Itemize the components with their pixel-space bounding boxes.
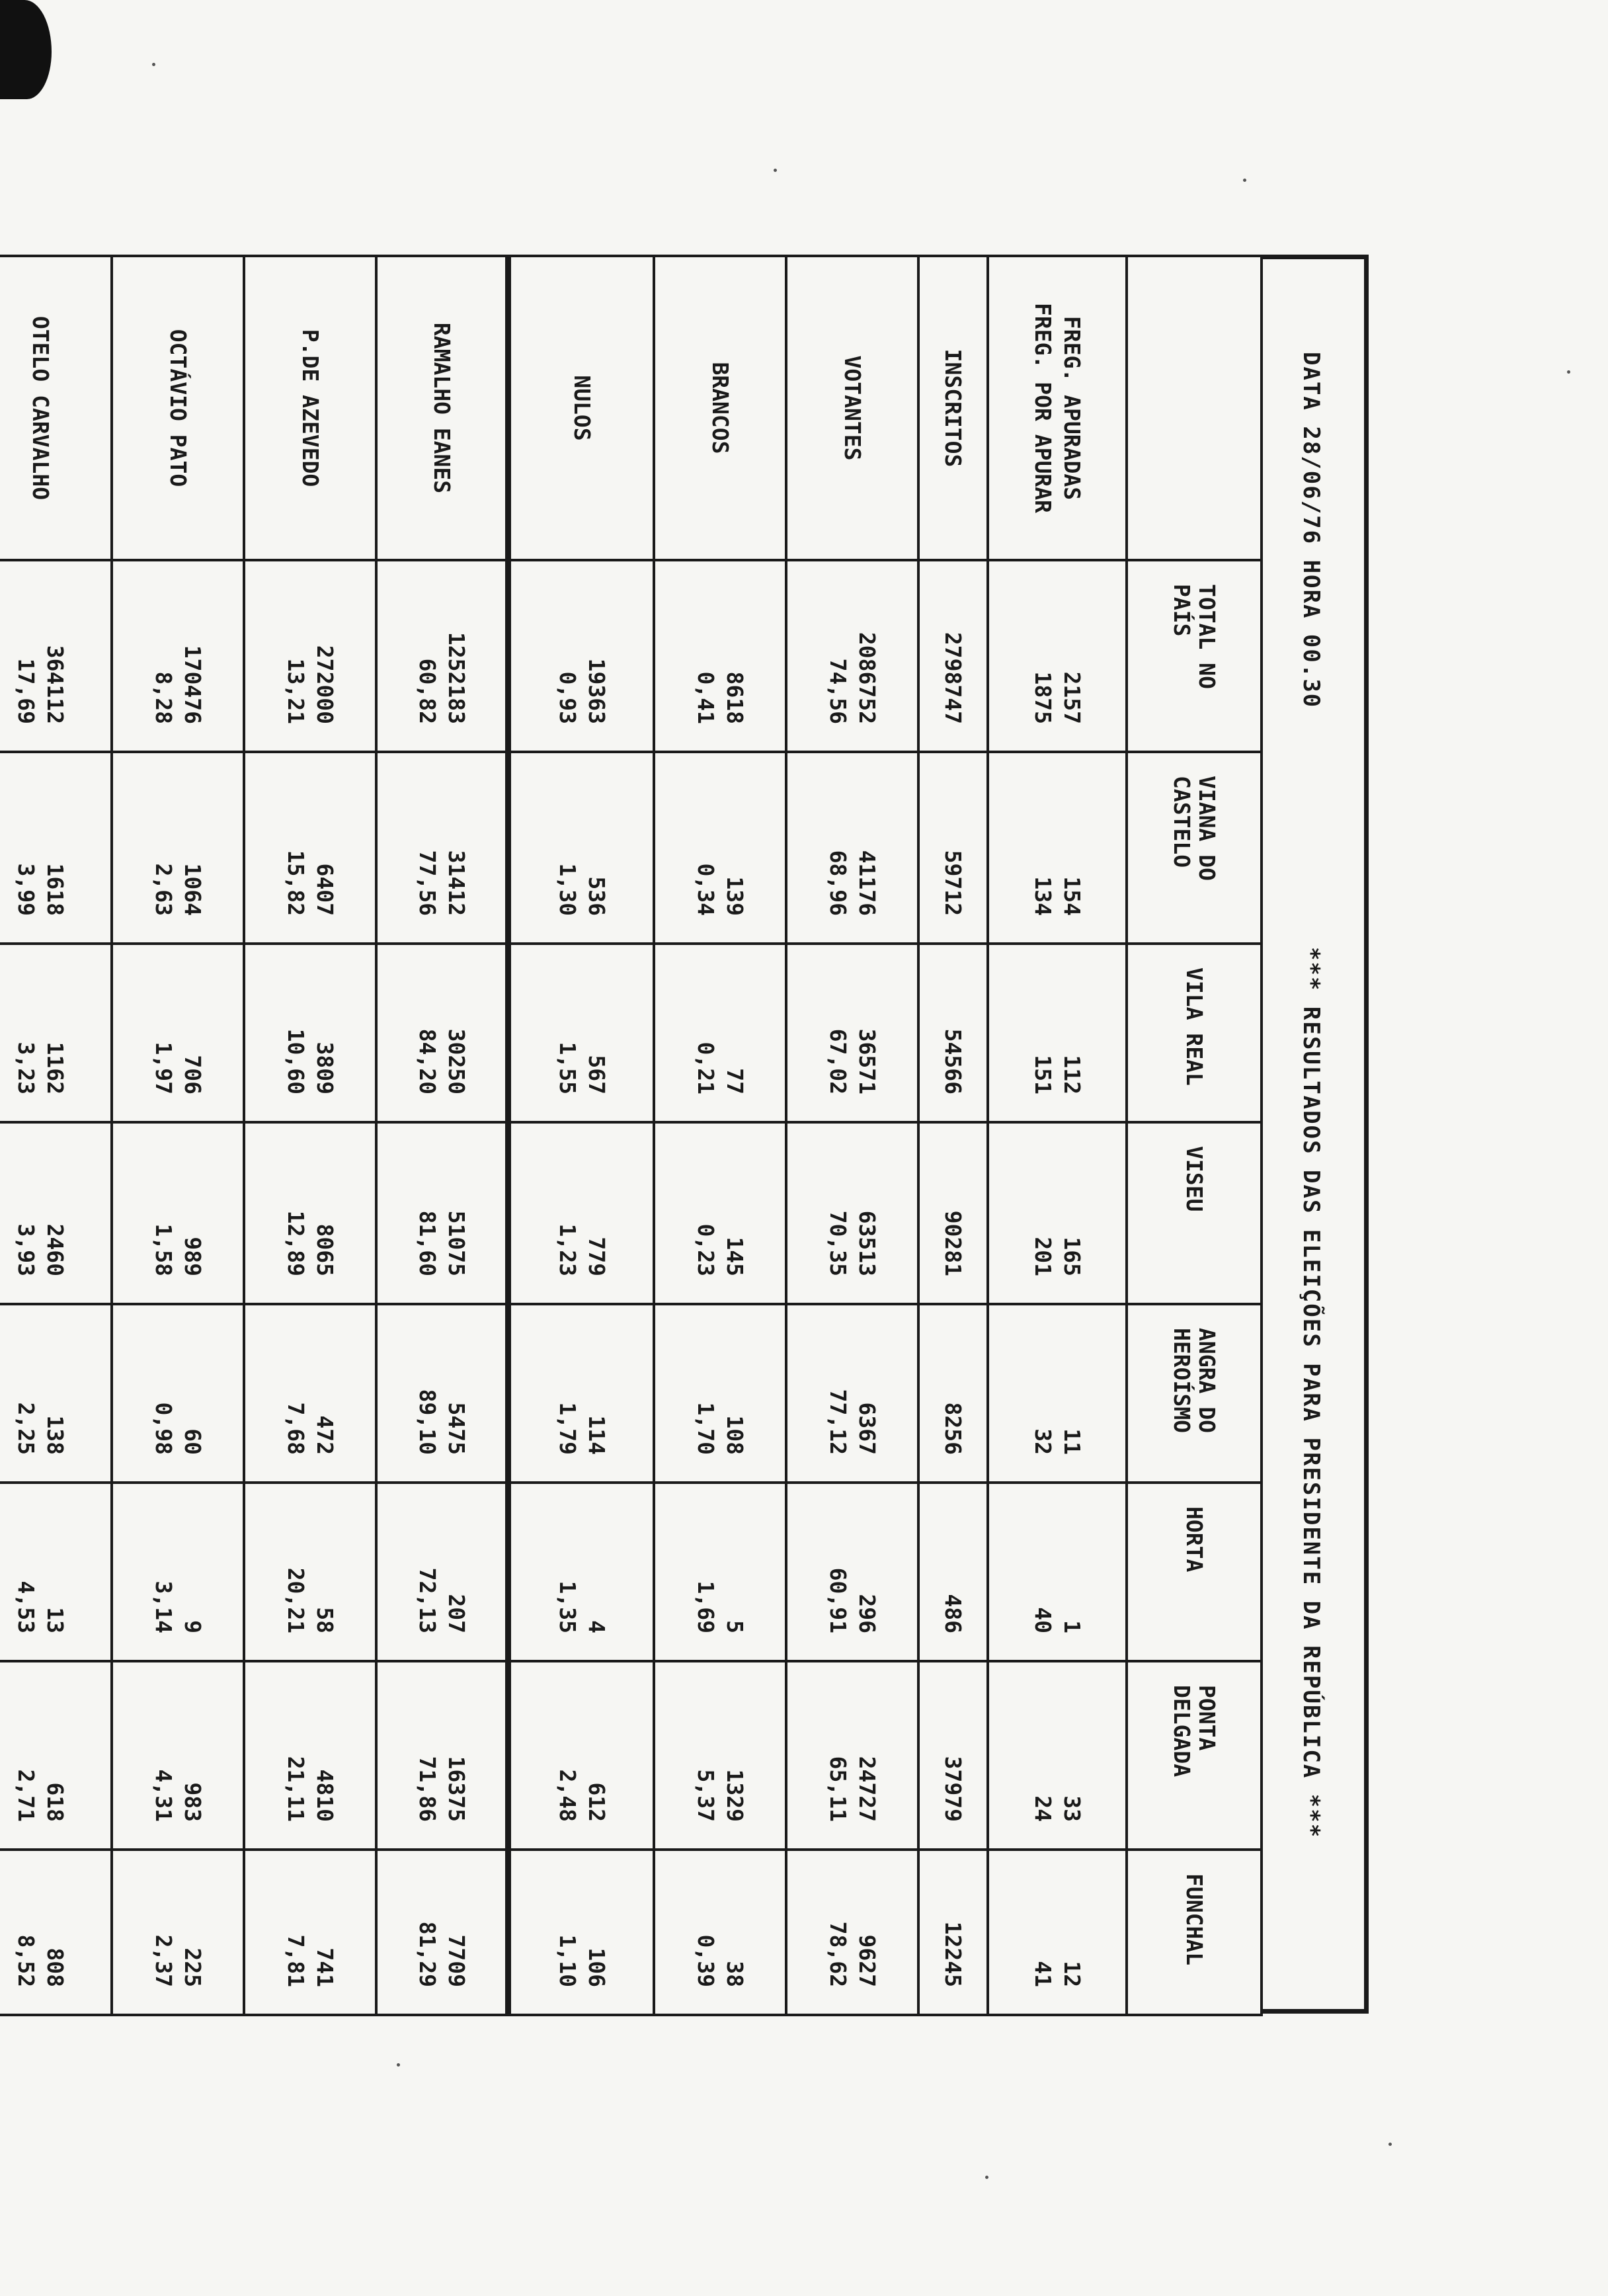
count-value: 1 — [1059, 1620, 1085, 1633]
value-cell — [988, 944, 1127, 1122]
percent-value: 65,11 — [825, 1756, 851, 1822]
value-cell — [654, 1850, 786, 2015]
percent-value: 151 — [1030, 1055, 1056, 1094]
count-value: 145 — [722, 1237, 748, 1276]
percent-value: 60,82 — [414, 658, 440, 724]
value-cell — [0, 560, 112, 752]
percent-value: 4,53 — [13, 1580, 40, 1633]
column-header-line: HEROÍSMO — [1169, 1328, 1195, 1433]
table-row — [918, 256, 988, 2015]
count-value: 8256 — [940, 1402, 967, 1455]
percent-value: 0,34 — [693, 863, 719, 916]
percent-value: 41 — [1030, 1961, 1056, 1987]
count-value: 77 — [722, 1068, 748, 1094]
value-cell — [918, 1850, 988, 2015]
count-value: 60 — [180, 1428, 206, 1455]
percent-value: 1875 — [1030, 671, 1056, 724]
percent-value: 78,62 — [825, 1921, 851, 1987]
count-value: 33 — [1059, 1795, 1085, 1822]
percent-value: 70,35 — [825, 1210, 851, 1276]
count-value: 24727 — [854, 1756, 880, 1822]
count-value: 8065 — [312, 1223, 338, 1276]
percent-value: 15,82 — [283, 850, 309, 916]
value-cell — [376, 1304, 508, 1483]
value-cell — [918, 560, 988, 752]
value-cell — [112, 1661, 244, 1850]
percent-value: 1,58 — [151, 1223, 177, 1276]
table-row — [654, 256, 786, 2015]
title-bar — [1263, 255, 1369, 2014]
value-cell — [112, 1850, 244, 2015]
value-cell — [244, 752, 376, 944]
count-value: 779 — [584, 1237, 610, 1276]
count-value: 16375 — [443, 1756, 469, 1822]
value-cell — [376, 1122, 508, 1304]
column-header — [1127, 1304, 1262, 1483]
row-label — [988, 256, 1127, 560]
count-value: 4810 — [312, 1769, 338, 1822]
value-cell — [244, 1122, 376, 1304]
count-value: 1064 — [180, 863, 206, 916]
percent-value: 1,79 — [555, 1402, 581, 1455]
count-value: 63513 — [854, 1210, 880, 1276]
percent-value: 8,52 — [13, 1934, 40, 1987]
percent-value: 201 — [1030, 1237, 1056, 1276]
count-value: 36571 — [854, 1028, 880, 1094]
percent-value: 2,63 — [151, 863, 177, 916]
column-header-line: DELGADA — [1169, 1685, 1195, 1778]
percent-value: 3,23 — [13, 1042, 40, 1094]
value-cell — [0, 1661, 112, 1850]
column-header-line: PAÍS — [1169, 584, 1195, 637]
value-cell — [376, 1661, 508, 1850]
value-cell — [0, 1483, 112, 1661]
count-value: 741 — [312, 1948, 338, 1987]
count-value: 41176 — [854, 850, 880, 916]
value-cell — [508, 752, 654, 944]
value-cell — [786, 560, 918, 752]
row-label-line: FREG. APURADAS — [1059, 315, 1085, 501]
value-cell — [918, 1122, 988, 1304]
value-cell — [786, 752, 918, 944]
column-header-line: VILA REAL — [1182, 967, 1207, 1086]
value-cell — [508, 1122, 654, 1304]
count-value: 58 — [312, 1607, 338, 1633]
value-cell — [654, 1661, 786, 1850]
count-value: 296 — [854, 1594, 880, 1633]
count-value: 19363 — [584, 658, 610, 724]
row-label — [918, 256, 988, 560]
value-cell — [654, 1122, 786, 1304]
value-cell — [786, 944, 918, 1122]
row-label-line: NULOS — [569, 375, 596, 441]
value-cell — [508, 1850, 654, 2015]
value-cell — [654, 752, 786, 944]
count-value: 51075 — [443, 1210, 469, 1276]
value-cell — [988, 1304, 1127, 1483]
value-cell — [244, 1483, 376, 1661]
table-row — [0, 256, 112, 2015]
row-label-line: OCTÁVIO PATO — [165, 329, 191, 487]
count-value: 37979 — [940, 1756, 967, 1822]
percent-value: 0,23 — [693, 1223, 719, 1276]
percent-value: 84,20 — [414, 1028, 440, 1094]
count-value: 106 — [584, 1948, 610, 1987]
percent-value: 74,56 — [825, 658, 851, 724]
count-value: 989 — [180, 1237, 206, 1276]
percent-value: 81,29 — [414, 1921, 440, 1987]
percent-value: 1,70 — [693, 1402, 719, 1455]
row-label — [376, 256, 508, 560]
column-header — [1127, 1850, 1262, 2015]
percent-value: 3,93 — [13, 1223, 40, 1276]
column-header — [1127, 560, 1262, 752]
value-cell — [654, 1304, 786, 1483]
value-cell — [508, 1483, 654, 1661]
value-cell — [988, 1661, 1127, 1850]
value-cell — [508, 944, 654, 1122]
value-cell — [654, 944, 786, 1122]
count-value: 2086752 — [854, 632, 880, 724]
value-cell — [508, 560, 654, 752]
percent-value: 60,91 — [825, 1567, 851, 1633]
count-value: 2460 — [42, 1223, 69, 1276]
count-value: 9627 — [854, 1934, 880, 1987]
column-header-line: FUNCHAL — [1182, 1873, 1207, 1966]
percent-value: 2,48 — [555, 1769, 581, 1822]
count-value: 139 — [722, 876, 748, 916]
value-cell — [508, 1304, 654, 1483]
percent-value: 81,60 — [414, 1210, 440, 1276]
value-cell — [786, 1483, 918, 1661]
value-cell — [654, 560, 786, 752]
value-cell — [376, 560, 508, 752]
percent-value: 2,71 — [13, 1769, 40, 1822]
percent-value: 3,99 — [13, 863, 40, 916]
count-value: 1329 — [722, 1769, 748, 1822]
row-label-line: BRANCOS — [707, 362, 733, 454]
count-value: 138 — [42, 1415, 69, 1455]
value-cell — [112, 752, 244, 944]
value-cell — [0, 1304, 112, 1483]
header-row — [1127, 256, 1262, 2015]
column-header-line: VISEU — [1182, 1146, 1207, 1212]
column-header-line: TOTAL NO — [1194, 584, 1220, 689]
percent-value: 2,25 — [13, 1402, 40, 1455]
row-label-line: RAMALHO EANES — [428, 322, 455, 494]
value-cell — [112, 1304, 244, 1483]
percent-value: 0,39 — [693, 1934, 719, 1987]
count-value: 5475 — [443, 1402, 469, 1455]
percent-value: 1,10 — [555, 1934, 581, 1987]
count-value: 612 — [584, 1782, 610, 1822]
count-value: 4 — [584, 1620, 610, 1633]
column-header — [1127, 1483, 1262, 1661]
count-value: 3809 — [312, 1042, 338, 1094]
count-value: 8618 — [722, 671, 748, 724]
value-cell — [0, 1122, 112, 1304]
value-cell — [376, 752, 508, 944]
percent-value: 17,69 — [13, 658, 40, 724]
column-header-line: HORTA — [1182, 1506, 1207, 1573]
row-label — [244, 256, 376, 560]
percent-value: 7,81 — [283, 1934, 309, 1987]
percent-value: 40 — [1030, 1607, 1056, 1633]
percent-value: 0,93 — [555, 671, 581, 724]
count-value: 9 — [180, 1620, 206, 1633]
table-row — [112, 256, 244, 2015]
value-cell — [918, 944, 988, 1122]
count-value: 13 — [42, 1607, 69, 1633]
count-value: 12 — [1059, 1961, 1085, 1987]
count-value: 108 — [722, 1415, 748, 1455]
value-cell — [918, 1483, 988, 1661]
percent-value: 32 — [1030, 1428, 1056, 1455]
row-label-line: VOTANTES — [840, 355, 865, 461]
value-cell — [376, 1850, 508, 2015]
speck — [985, 2176, 988, 2179]
percent-value: 4,31 — [151, 1769, 177, 1822]
value-cell — [112, 560, 244, 752]
value-cell — [244, 560, 376, 752]
percent-value: 77,12 — [825, 1389, 851, 1455]
column-header-line: PONTA — [1194, 1685, 1220, 1751]
value-cell — [376, 1483, 508, 1661]
value-cell — [0, 1850, 112, 2015]
count-value: 7709 — [443, 1934, 469, 1987]
speck — [152, 63, 155, 66]
count-value: 486 — [940, 1594, 967, 1633]
count-value: 170476 — [180, 645, 206, 724]
count-value: 472 — [312, 1415, 338, 1455]
count-value: 90281 — [940, 1210, 967, 1276]
count-value: 59712 — [940, 850, 967, 916]
percent-value: 1,35 — [555, 1580, 581, 1633]
speck — [397, 2063, 400, 2067]
table-body — [0, 256, 1127, 2015]
rotated-results-sheet — [13, 255, 1369, 2014]
percent-value: 0,21 — [693, 1042, 719, 1094]
count-value: 207 — [443, 1594, 469, 1633]
count-value: 2798747 — [940, 632, 967, 724]
count-value: 30250 — [443, 1028, 469, 1094]
percent-value: 72,13 — [414, 1567, 440, 1633]
value-cell — [112, 1483, 244, 1661]
count-value: 11 — [1059, 1428, 1085, 1455]
count-value: 706 — [180, 1055, 206, 1094]
value-cell — [918, 752, 988, 944]
value-cell — [244, 1304, 376, 1483]
count-value: 6407 — [312, 863, 338, 916]
value-cell — [654, 1483, 786, 1661]
value-cell — [0, 752, 112, 944]
value-cell — [988, 1850, 1127, 2015]
column-header — [1127, 752, 1262, 944]
row-label-line: FREG. POR APURAR — [1030, 303, 1056, 513]
count-value: 536 — [584, 876, 610, 916]
count-value: 38 — [722, 1961, 748, 1987]
row-label-line: INSCRITOS — [940, 348, 967, 468]
value-cell — [988, 752, 1127, 944]
column-header-line: ANGRA DO — [1194, 1328, 1220, 1433]
percent-value: 1,97 — [151, 1042, 177, 1094]
column-header-line: CASTELO — [1169, 776, 1195, 868]
percent-value: 71,86 — [414, 1756, 440, 1822]
percent-value: 0,98 — [151, 1402, 177, 1455]
value-cell — [988, 1122, 1127, 1304]
value-cell — [918, 1304, 988, 1483]
row-label — [654, 256, 786, 560]
percent-value: 67,02 — [825, 1028, 851, 1094]
row-label — [112, 256, 244, 560]
speck — [774, 169, 777, 172]
percent-value: 12,89 — [283, 1210, 309, 1276]
percent-value: 10,60 — [283, 1028, 309, 1094]
percent-value: 2,37 — [151, 1934, 177, 1987]
value-cell — [0, 944, 112, 1122]
percent-value: 1,69 — [693, 1580, 719, 1633]
table-row — [786, 256, 918, 2015]
count-value: 5 — [722, 1620, 748, 1633]
percent-value: 89,10 — [414, 1389, 440, 1455]
corner-cell — [1127, 256, 1262, 560]
percent-value: 24 — [1030, 1795, 1056, 1822]
speck — [1388, 2143, 1392, 2146]
percent-value: 13,21 — [283, 658, 309, 724]
value-cell — [988, 1483, 1127, 1661]
row-label — [786, 256, 918, 560]
speck — [1243, 179, 1246, 182]
count-value: 112 — [1059, 1055, 1085, 1094]
count-value: 364112 — [42, 645, 69, 724]
value-cell — [112, 944, 244, 1122]
count-value: 54566 — [940, 1028, 967, 1094]
count-value: 272000 — [312, 645, 338, 724]
percent-value: 68,96 — [825, 850, 851, 916]
percent-value: 3,14 — [151, 1580, 177, 1633]
count-value: 6367 — [854, 1402, 880, 1455]
count-value: 114 — [584, 1415, 610, 1455]
value-cell — [786, 1850, 918, 2015]
count-value: 1162 — [42, 1042, 69, 1094]
row-label-line: P.DE AZEVEDO — [298, 329, 323, 487]
row-label — [508, 256, 654, 560]
table-row — [988, 256, 1127, 2015]
column-header — [1127, 1661, 1262, 1850]
count-value: 808 — [42, 1948, 69, 1987]
value-cell — [988, 560, 1127, 752]
percent-value: 77,56 — [414, 850, 440, 916]
value-cell — [376, 944, 508, 1122]
ink-blot — [0, 0, 52, 99]
count-value: 1252183 — [443, 632, 469, 724]
count-value: 567 — [584, 1055, 610, 1094]
value-cell — [786, 1122, 918, 1304]
column-header — [1127, 1122, 1262, 1304]
count-value: 618 — [42, 1782, 69, 1822]
count-value: 1618 — [42, 863, 69, 916]
page-title: *** RESULTADOS DAS ELEIÇÕES PARA PRESIDENTE DA REPÚBLICA *** — [1298, 947, 1324, 1839]
count-value: 31412 — [443, 850, 469, 916]
value-cell — [112, 1122, 244, 1304]
value-cell — [786, 1304, 918, 1483]
table-row — [244, 256, 376, 2015]
table-row — [376, 256, 508, 2015]
percent-value: 8,28 — [151, 671, 177, 724]
value-cell — [244, 1661, 376, 1850]
percent-value: 7,68 — [283, 1402, 309, 1455]
percent-value: 134 — [1030, 876, 1056, 916]
count-value: 12245 — [940, 1921, 967, 1987]
value-cell — [918, 1661, 988, 1850]
percent-value: 1,23 — [555, 1223, 581, 1276]
count-value: 154 — [1059, 876, 1085, 916]
speck — [1567, 370, 1570, 374]
column-header-line: VIANA DO — [1194, 776, 1220, 881]
count-value: 983 — [180, 1782, 206, 1822]
count-value: 165 — [1059, 1237, 1085, 1276]
row-label-line: OTELO CARVALHO — [28, 315, 54, 501]
percent-value: 20,21 — [283, 1567, 309, 1633]
percent-value: 21,11 — [283, 1756, 309, 1822]
count-value: 2157 — [1059, 671, 1085, 724]
count-value: 225 — [180, 1948, 206, 1987]
value-cell — [508, 1661, 654, 1850]
date-time: DATA 28/06/76 HORA 00.30 — [1298, 352, 1324, 709]
percent-value: 0,41 — [693, 671, 719, 724]
value-cell — [786, 1661, 918, 1850]
percent-value: 1,55 — [555, 1042, 581, 1094]
results-table — [0, 255, 1263, 2016]
value-cell — [244, 1850, 376, 2015]
table-row — [508, 256, 654, 2015]
percent-value: 5,37 — [693, 1769, 719, 1822]
column-header — [1127, 944, 1262, 1122]
percent-value: 1,30 — [555, 863, 581, 916]
value-cell — [244, 944, 376, 1122]
row-label — [0, 256, 112, 560]
